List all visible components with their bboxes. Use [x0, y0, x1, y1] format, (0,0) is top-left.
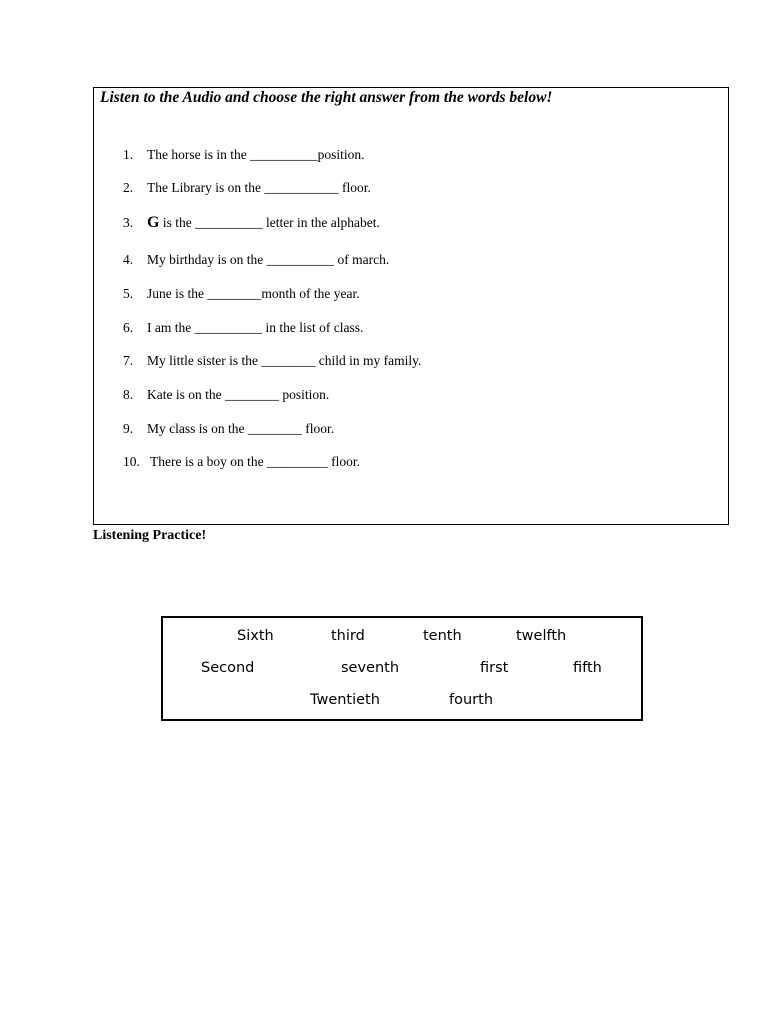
word-bank-item: Twentieth — [310, 692, 380, 708]
exercise-box — [93, 87, 729, 525]
question-text: The horse is in the __________position. — [147, 147, 365, 162]
question-line — [147, 215, 380, 231]
question-number: 2. — [123, 180, 134, 195]
word-bank-item: fifth — [573, 660, 602, 676]
word-bank-item: Second — [201, 660, 255, 676]
question-text: is the __________ letter in the alphabet. — [159, 215, 380, 230]
word-bank-item: twelfth — [516, 628, 567, 644]
word-bank-item: seventh — [341, 660, 400, 676]
word-bank-item: tenth — [423, 628, 462, 644]
question-number: 7. — [123, 353, 134, 368]
question-text: Kate is on the ________ position. — [147, 387, 330, 402]
question-letter: G — [147, 214, 160, 231]
question-number: 9. — [123, 421, 134, 436]
question-number: 3. — [123, 215, 134, 230]
section-title: Listening Practice! — [93, 528, 207, 543]
question-number: 8. — [123, 387, 134, 402]
question-number: 4. — [123, 252, 134, 267]
word-bank — [161, 616, 643, 721]
question-text: My little sister is the ________ child in my family. — [147, 353, 422, 368]
question-number: 10. — [123, 454, 140, 469]
word-bank-item: fourth — [449, 692, 494, 708]
word-bank-item: third — [331, 628, 365, 644]
question-number: 6. — [123, 320, 134, 335]
word-bank-item: Sixth — [237, 628, 274, 644]
word-bank-item: first — [480, 660, 509, 676]
question-number: 5. — [123, 286, 134, 301]
question-text: There is a boy on the _________ floor. — [150, 454, 360, 469]
question-text: My birthday is on the __________ of march. — [147, 252, 390, 267]
question-number: 1. — [123, 147, 134, 162]
question-text: My class is on the ________ floor. — [147, 421, 335, 436]
question-text: The Library is on the ___________ floor. — [147, 180, 371, 195]
instruction-heading: Listen to the Audio and choose the right answer from the words below! — [100, 89, 553, 106]
question-text: I am the __________ in the list of class. — [147, 320, 364, 335]
question-text: June is the ________month of the year. — [147, 286, 360, 301]
